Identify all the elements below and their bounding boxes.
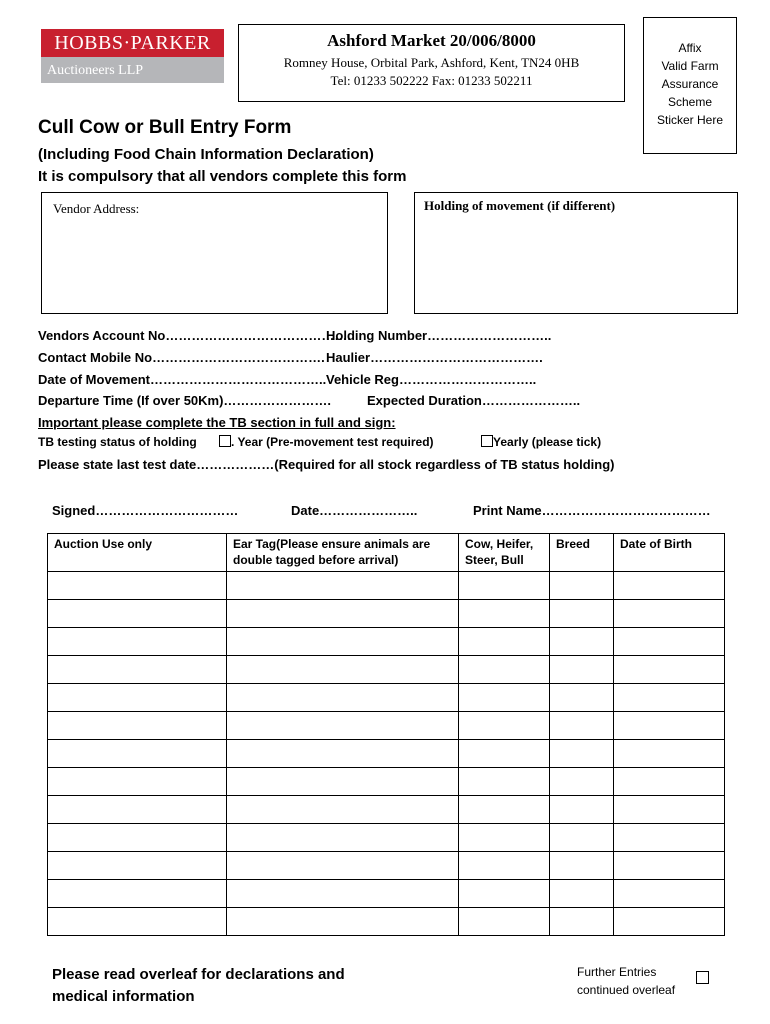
table-cell[interactable] xyxy=(48,824,227,852)
signed-field[interactable]: Signed…………………………… xyxy=(52,503,239,518)
table-cell[interactable] xyxy=(550,712,614,740)
table-cell[interactable] xyxy=(550,852,614,880)
table-cell[interactable] xyxy=(614,600,725,628)
table-cell[interactable] xyxy=(227,796,459,824)
company-logo xyxy=(41,29,224,85)
table-cell[interactable] xyxy=(614,656,725,684)
table-cell[interactable] xyxy=(227,600,459,628)
logo-subtitle: Auctioneers LLP xyxy=(41,57,224,83)
vendor-address-field[interactable] xyxy=(41,192,388,314)
table-cell[interactable] xyxy=(614,740,725,768)
table-cell[interactable] xyxy=(48,572,227,600)
tb-section-heading: Important please complete the TB section in full and sign: xyxy=(38,415,396,430)
table-cell[interactable] xyxy=(227,656,459,684)
table-cell[interactable] xyxy=(614,684,725,712)
table-cell[interactable] xyxy=(459,684,550,712)
table-cell[interactable] xyxy=(48,852,227,880)
form-title: Cull Cow or Bull Entry Form xyxy=(38,117,292,138)
table-cell[interactable] xyxy=(48,740,227,768)
table-cell[interactable] xyxy=(459,572,550,600)
table-cell[interactable] xyxy=(227,740,459,768)
table-cell[interactable] xyxy=(614,796,725,824)
table-row xyxy=(48,684,725,712)
table-cell[interactable] xyxy=(614,824,725,852)
table-cell[interactable] xyxy=(227,572,459,600)
table-cell[interactable] xyxy=(459,656,550,684)
expected-duration-field[interactable]: Expected Duration………………….. xyxy=(367,393,581,408)
table-cell[interactable] xyxy=(550,628,614,656)
table-cell[interactable] xyxy=(227,768,459,796)
holding-of-movement-field[interactable] xyxy=(414,192,738,314)
vendor-address-label: Vendor Address: xyxy=(53,201,140,216)
table-cell[interactable] xyxy=(459,600,550,628)
table-cell[interactable] xyxy=(550,684,614,712)
column-header: Ear Tag(Please ensure animals are double tagged before arrival) xyxy=(227,534,459,572)
table-cell[interactable] xyxy=(459,740,550,768)
column-header: Cow, Heifer, Steer, Bull xyxy=(459,534,550,572)
logo-name: HOBBS·PARKER xyxy=(41,29,224,57)
table-cell[interactable] xyxy=(614,880,725,908)
table-cell[interactable] xyxy=(48,880,227,908)
table-cell[interactable] xyxy=(614,572,725,600)
table-cell[interactable] xyxy=(459,796,550,824)
table-cell[interactable] xyxy=(48,796,227,824)
column-header: Auction Use only xyxy=(48,534,227,572)
haulier-field[interactable]: Haulier…………………………………. xyxy=(326,350,543,365)
table-row xyxy=(48,712,725,740)
table-header-row xyxy=(48,534,725,572)
table-row xyxy=(48,852,725,880)
table-row xyxy=(48,824,725,852)
table-row xyxy=(48,600,725,628)
departure-time-field[interactable]: Departure Time (If over 50Km)……………………. xyxy=(38,393,332,408)
table-cell[interactable] xyxy=(459,852,550,880)
table-cell[interactable] xyxy=(550,768,614,796)
table-cell[interactable] xyxy=(550,880,614,908)
table-cell[interactable] xyxy=(614,768,725,796)
table-row xyxy=(48,796,725,824)
table-cell[interactable] xyxy=(550,572,614,600)
date-field[interactable]: Date………………….. xyxy=(291,503,418,518)
table-cell[interactable] xyxy=(48,600,227,628)
tb-year-option[interactable] xyxy=(219,435,434,449)
table-cell[interactable] xyxy=(614,908,725,936)
sticker-line: Valid Farm xyxy=(661,59,719,73)
contact-mobile-field[interactable]: Contact Mobile No…………………………………. xyxy=(38,350,325,365)
sticker-line: Scheme xyxy=(667,95,713,109)
table-cell[interactable] xyxy=(459,628,550,656)
table-row xyxy=(48,740,725,768)
tb-status-label: TB testing status of holding xyxy=(38,435,197,449)
table-cell[interactable] xyxy=(48,628,227,656)
table-row xyxy=(48,628,725,656)
print-name-field[interactable]: Print Name………………………………… xyxy=(473,503,711,518)
table-cell[interactable] xyxy=(227,684,459,712)
holding-label: Holding of movement (if different) xyxy=(424,198,616,213)
table-row xyxy=(48,572,725,600)
column-header: Date of Birth xyxy=(614,534,725,572)
assurance-sticker-box xyxy=(643,17,737,154)
sticker-line: Assurance xyxy=(661,77,719,91)
table-cell[interactable] xyxy=(48,908,227,936)
table-cell[interactable] xyxy=(48,712,227,740)
tb-year-checkbox[interactable] xyxy=(219,435,231,447)
table-cell[interactable] xyxy=(550,600,614,628)
market-address: Romney House, Orbital Park, Ashford, Kent, TN24 0HB xyxy=(283,55,580,70)
table-cell[interactable] xyxy=(550,824,614,852)
overleaf-declaration-note: Please read overleaf for declarations and medical information xyxy=(52,966,345,1005)
table-cell[interactable] xyxy=(227,908,459,936)
tb-yearly-label: Yearly (please tick) xyxy=(493,435,602,449)
table-cell[interactable] xyxy=(459,880,550,908)
table-cell[interactable] xyxy=(459,908,550,936)
table-cell[interactable] xyxy=(227,628,459,656)
table-cell[interactable] xyxy=(614,852,725,880)
table-cell[interactable] xyxy=(227,712,459,740)
table-row xyxy=(48,656,725,684)
table-cell[interactable] xyxy=(459,824,550,852)
table-cell[interactable] xyxy=(48,768,227,796)
tb-year-label: . Year (Pre-movement test required) xyxy=(231,435,434,449)
vehicle-reg-field[interactable]: Vehicle Reg………………………….. xyxy=(326,372,537,387)
sticker-line: Affix xyxy=(678,41,702,55)
sticker-line: Sticker Here xyxy=(656,113,724,127)
table-cell[interactable] xyxy=(459,768,550,796)
account-number-field[interactable]: Vendors Account No……………………………………. xyxy=(38,328,351,343)
table-cell[interactable] xyxy=(227,852,459,880)
table-cell[interactable] xyxy=(550,740,614,768)
form-notice: It is compulsory that all vendors complete this form xyxy=(38,168,407,185)
table-cell[interactable] xyxy=(459,712,550,740)
tb-yearly-option[interactable] xyxy=(481,435,601,449)
table-cell[interactable] xyxy=(614,628,725,656)
table-cell[interactable] xyxy=(550,796,614,824)
table-row xyxy=(48,880,725,908)
table-row xyxy=(48,908,725,936)
table-cell[interactable] xyxy=(550,908,614,936)
table-cell[interactable] xyxy=(48,684,227,712)
market-title: Ashford Market 20/006/8000 xyxy=(327,31,536,50)
last-test-date-field[interactable]: Please state last test date………………(Required for all stock regardless of TB status holding) xyxy=(38,457,615,472)
market-contact: Tel: 01233 502222 Fax: 01233 502211 xyxy=(330,73,533,88)
column-header: Breed xyxy=(550,534,614,572)
table-row xyxy=(48,768,725,796)
further-entries-checkbox[interactable] xyxy=(696,971,709,984)
tb-yearly-checkbox[interactable] xyxy=(481,435,493,447)
market-info-box xyxy=(238,24,625,102)
table-cell[interactable] xyxy=(550,656,614,684)
table-cell[interactable] xyxy=(614,712,725,740)
holding-number-field[interactable]: Holding Number……………………….. xyxy=(326,328,552,343)
form-subtitle: (Including Food Chain Information Declaration) xyxy=(38,146,374,163)
entry-table xyxy=(47,533,725,936)
table-cell[interactable] xyxy=(48,656,227,684)
table-cell[interactable] xyxy=(227,880,459,908)
date-of-movement-field[interactable]: Date of Movement………………………………….. xyxy=(38,372,327,387)
table-cell[interactable] xyxy=(227,824,459,852)
further-entries-label: Further Entries continued overleaf xyxy=(577,965,676,997)
